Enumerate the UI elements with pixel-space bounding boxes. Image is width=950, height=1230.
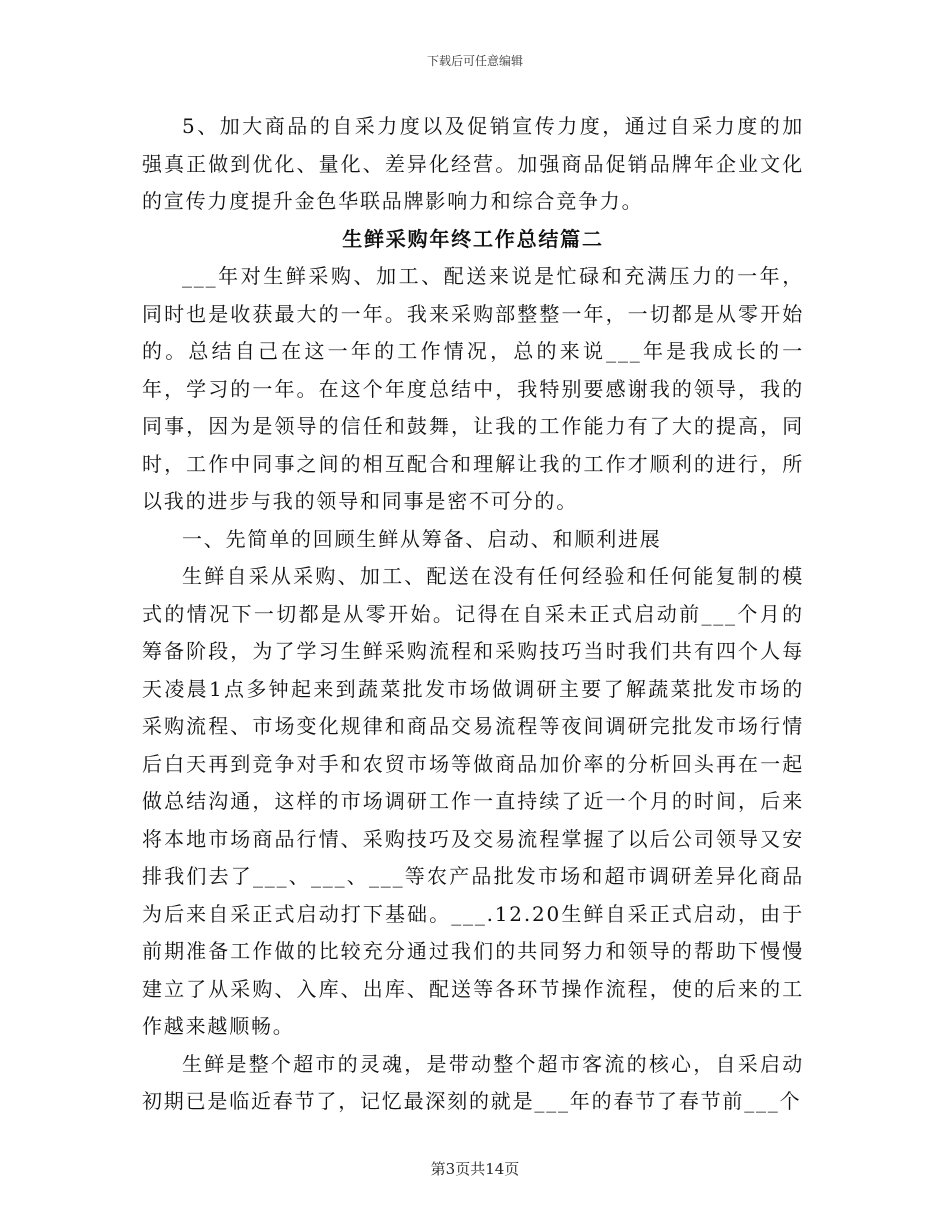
paragraph-item-5: 5、加大商品的自采力度以及促销宣传力度，通过自采力度的加强真正做到优化、量化、差异化经营。加强商品促销品牌年企业文化的宣传力度提升金色华联品牌影响力和综合竞争力。	[142, 114, 804, 213]
page-number: 第3页共14页	[430, 1160, 520, 1178]
paragraph-review-detail: 生鲜自采从采购、加工、配送在没有任何经验和任何能复制的模式的情况下一切都是从零开始。记得在自采未正式启动前___个月的筹备阶段，为了学习生鲜采购流程和采购技巧当时我们共有四个人每天凌晨1点多钟起来到蔬菜批发市场做调研主要了解蔬菜批发市场的采购流程、市场变化规律和商品交易流程等夜间调研完批发市场行情后白天再到竞争对手和农贸市场等做商品加价率的分析回头再在一起做总结沟通，这样的市场调研工作一直持续了近一个月的时间，后来将本地市场商品行情、采购技巧及交易流程掌握了以后公司领导又安排我们去了___、___、___等农产品批发市场和超市调研差异化商品为后来自采正式启动打下基础。___.12.20生鲜自采正式启动，由于前期准备工作做的比较充分通过我们的共同努力和领导的帮助下慢慢建立了从采购、入库、出库、配送等各环节操作流程，使的后来的工作越来越顺畅。	[142, 564, 804, 1038]
paragraph-fresh-core: 生鲜是整个超市的灵魂，是带动整个超市客流的核心，自采启动初期已是临近春节了，记忆最深刻的就是___年的春节了春节前___个	[142, 1051, 804, 1113]
paragraph-intro: ___年对生鲜采购、加工、配送来说是忙碌和充满压力的一年，同时也是收获最大的一年。我来采购部整整一年，一切都是从零开始的。总结自己在这一年的工作情况，总的来说___年是我成长的一年，学习的一年。在这个年度总结中，我特别要感谢我的领导，我的同事，因为是领导的信任和鼓舞，让我的工作能力有了大的提高，同时，工作中同事之间的相互配合和理解让我的工作才顺利的进行，所以我的进步与我的领导和同事是密不可分的。	[142, 264, 804, 513]
section-title: 生鲜采购年终工作总结篇二	[342, 226, 604, 251]
paragraph-heading-review: 一、先简单的回顾生鲜从筹备、启动、和顺利进展	[182, 526, 662, 551]
page-header: 下载后可任意编辑	[426, 54, 523, 68]
document-body	[142, 108, 804, 1121]
